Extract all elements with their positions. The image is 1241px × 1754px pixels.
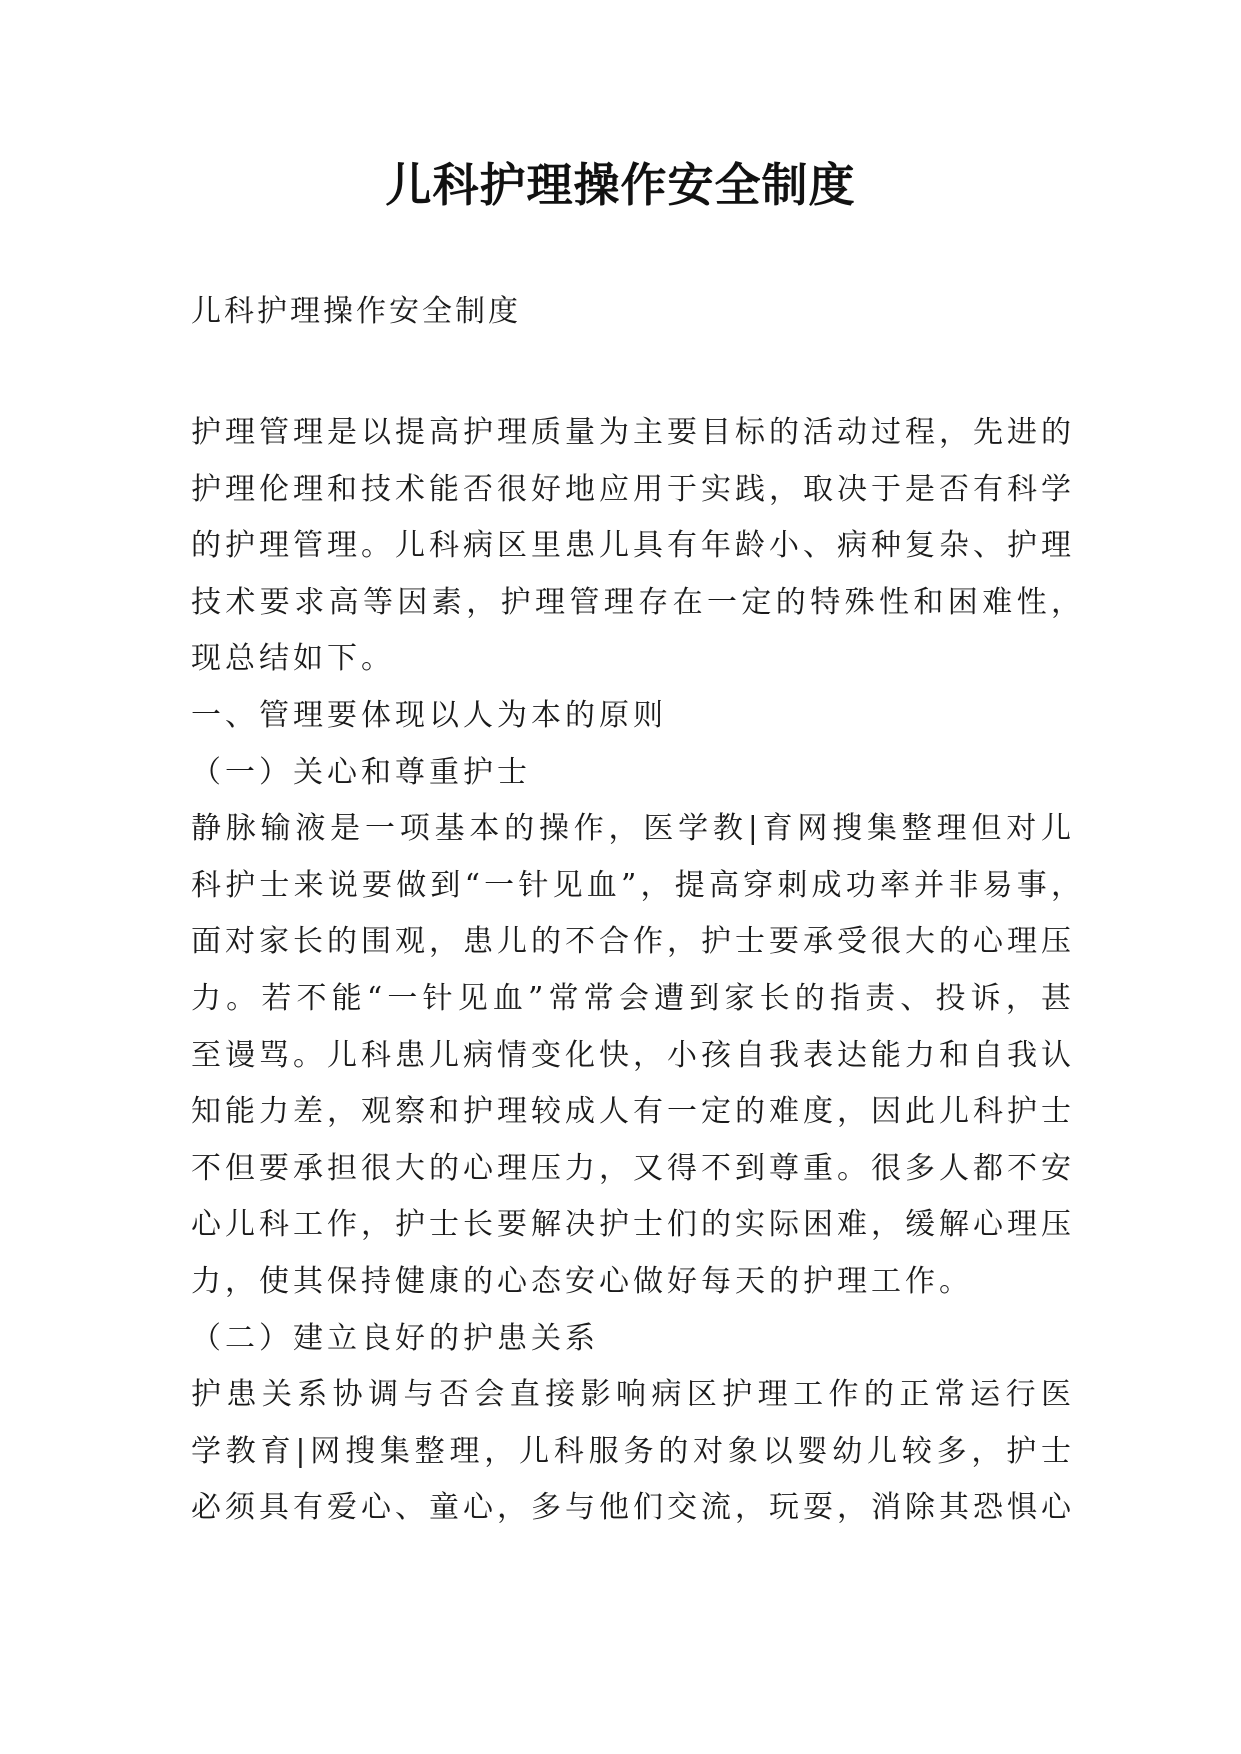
paragraph-line: 护理伦理和技术能否很好地应用于实践，取决于是否有科学 [191,471,1071,507]
paragraph-line: 力，使其保持健康的心态安心做好每天的护理工作。 [191,1263,973,1299]
section-heading: 一、管理要体现以人为本的原则 [191,697,667,733]
paragraph-line: 不但要承担很大的心理压力，又得不到尊重。很多人都不安 [191,1150,1071,1186]
paragraph-line: 力。若不能“一针见血”常常会遭到家长的指责、投诉，甚 [191,980,1071,1016]
paragraph-line: 静脉输液是一项基本的操作，医学教|育网搜集整理但对儿 [191,811,1071,847]
paragraph-line: 必须具有爱心、童心，多与他们交流，玩耍，消除其恐惧心 [191,1490,1071,1526]
paragraph-line: 护理管理是以提高护理质量为主要目标的活动过程，先进的 [191,415,1071,450]
paragraph-line: 科护士来说要做到“一针见血”，提高穿刺成功率并非易事， [191,867,1081,903]
paragraph-line: 护患关系协调与否会直接影响病区护理工作的正常运行医 [191,1377,1071,1413]
paragraph-line: 学教育|网搜集整理，儿科服务的对象以婴幼儿较多，护士 [191,1433,1071,1469]
document-title: 儿科护理操作安全制度 [385,158,856,212]
paragraph-line: 心儿科工作，护士长要解决护士们的实际困难，缓解心理压 [191,1207,1071,1243]
paragraph-line: 现总结如下。 [191,641,395,677]
paragraph-line: 技术要求高等因素，护理管理存在一定的特殊性和困难性， [191,584,1081,620]
document-body [191,405,1081,1537]
subsection-heading: （二）建立良好的护患关系 [191,1320,599,1356]
subsection-heading: （一）关心和尊重护士 [191,754,531,790]
document-subtitle: 儿科护理操作安全制度 [191,294,521,329]
paragraph-line: 面对家长的围观，患儿的不合作，护士要承受很大的心理压 [191,924,1071,960]
paragraph-line: 知能力差，观察和护理较成人有一定的难度，因此儿科护士 [191,1094,1071,1130]
paragraph-line: 至谩骂。儿科患儿病情变化快，小孩自我表达能力和自我认 [191,1037,1071,1073]
paragraph-line: 的护理管理。儿科病区里患儿具有年龄小、病种复杂、护理 [191,528,1071,564]
